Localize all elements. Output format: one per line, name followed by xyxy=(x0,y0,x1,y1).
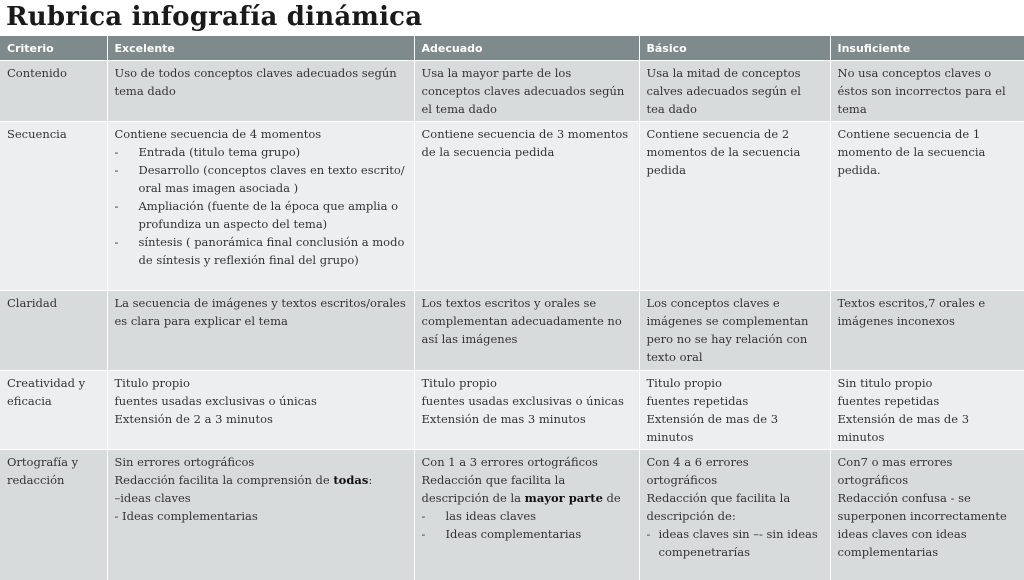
list-item: - ideas claves sin –- sin ideas compenetrarías xyxy=(646,527,818,559)
adecuado-cell: Titulo propio fuentes usadas exclusivas o únicas Extensión de mas 3 minutos xyxy=(414,371,639,450)
header-adecuado: Adecuado xyxy=(414,36,639,61)
list-item: - Entrada (titulo tema grupo) xyxy=(114,145,301,159)
excelente-cell: Contiene secuencia de 4 momentos - Entrada (titulo tema grupo) - Desarrollo (conceptos claves en texto escrito/ oral mas imagen asociada ) - Ampliación (fuente de la época que amplia o profundiza un aspecto del tema) - síntesis ( panorámica final conclusión a modo de síntesis y reflexión final del grupo) xyxy=(107,122,414,291)
excelente-cell: Uso de todos conceptos claves adecuados según tema dado xyxy=(107,61,414,122)
criterio-cell: Contenido xyxy=(0,61,107,122)
adecuado-cell: Los textos escritos y orales se complementan adecuadamente no así las imágenes xyxy=(414,291,639,371)
excelente-cell: Titulo propio fuentes usadas exclusivas o únicas Extensión de 2 a 3 minutos xyxy=(107,371,414,450)
criterio-cell: Ortografía y redacción xyxy=(0,450,107,580)
table-row xyxy=(0,450,1024,580)
basico-cell: Contiene secuencia de 2 momentos de la secuencia pedida xyxy=(639,122,830,291)
list-item: - Desarrollo (conceptos claves en texto escrito/ oral mas imagen asociada ) xyxy=(114,163,405,195)
table-row xyxy=(0,61,1024,122)
basico-cell: Titulo propio fuentes repetidas Extensión de mas de 3 minutos xyxy=(639,371,830,450)
header-row xyxy=(0,36,1024,61)
list-item: - Ampliación (fuente de la época que amplia o profundiza un aspecto del tema) xyxy=(114,199,399,231)
rubric-table xyxy=(0,36,1024,580)
list-item: - síntesis ( panorámica final conclusión a modo de síntesis y reflexión final del grupo) xyxy=(114,235,405,267)
insuficiente-cell: Con7 o mas errores ortográficos Redacción confusa - se superponen incorrectamente ideas claves con ideas complementarias xyxy=(830,450,1024,580)
header-criterio: Criterio xyxy=(0,36,107,61)
table-row xyxy=(0,291,1024,371)
insuficiente-cell: No usa conceptos claves o éstos son incorrectos para el tema xyxy=(830,61,1024,122)
insuficiente-cell: Textos escritos,7 orales e imágenes inconexos xyxy=(830,291,1024,371)
list-item: - las ideas claves xyxy=(421,509,537,523)
header-insuficiente: Insuficiente xyxy=(830,36,1024,61)
adecuado-cell: Contiene secuencia de 3 momentos de la secuencia pedida xyxy=(414,122,639,291)
basico-cell: Con 4 a 6 errores ortográficos Redacción que facilita la descripción de: - ideas claves sin –- sin ideas compenetrarías xyxy=(639,450,830,580)
header-excelente: Excelente xyxy=(107,36,414,61)
page-title: Rubrica infografía dinámica xyxy=(6,2,423,32)
excelente-cell: Sin errores ortográficos Redacción facilita la comprensión de todas: –ideas claves - Ideas complementarias xyxy=(107,450,414,580)
insuficiente-cell: Sin titulo propio fuentes repetidas Extensión de mas de 3 minutos xyxy=(830,371,1024,450)
adecuado-cell: Usa la mayor parte de los conceptos claves adecuados según el tema dado xyxy=(414,61,639,122)
criterio-cell: Creatividad y eficacia xyxy=(0,371,107,450)
header-basico: Básico xyxy=(639,36,830,61)
basico-cell: Los conceptos claves e imágenes se complementan pero no se hay relación con texto oral xyxy=(639,291,830,371)
basico-cell: Usa la mitad de conceptos calves adecuados según el tea dado xyxy=(639,61,830,122)
criterio-cell: Secuencia xyxy=(0,122,107,291)
adecuado-cell: Con 1 a 3 errores ortográficos Redacción que facilita la descripción de la mayor parte de - las ideas claves - Ideas complementarias xyxy=(414,450,639,580)
table-row xyxy=(0,371,1024,450)
list-item: - Ideas complementarias xyxy=(421,527,582,541)
insuficiente-cell: Contiene secuencia de 1 momento de la secuencia pedida. xyxy=(830,122,1024,291)
table-row xyxy=(0,122,1024,291)
excelente-cell: La secuencia de imágenes y textos escritos/orales es clara para explicar el tema xyxy=(107,291,414,371)
criterio-cell: Claridad xyxy=(0,291,107,371)
